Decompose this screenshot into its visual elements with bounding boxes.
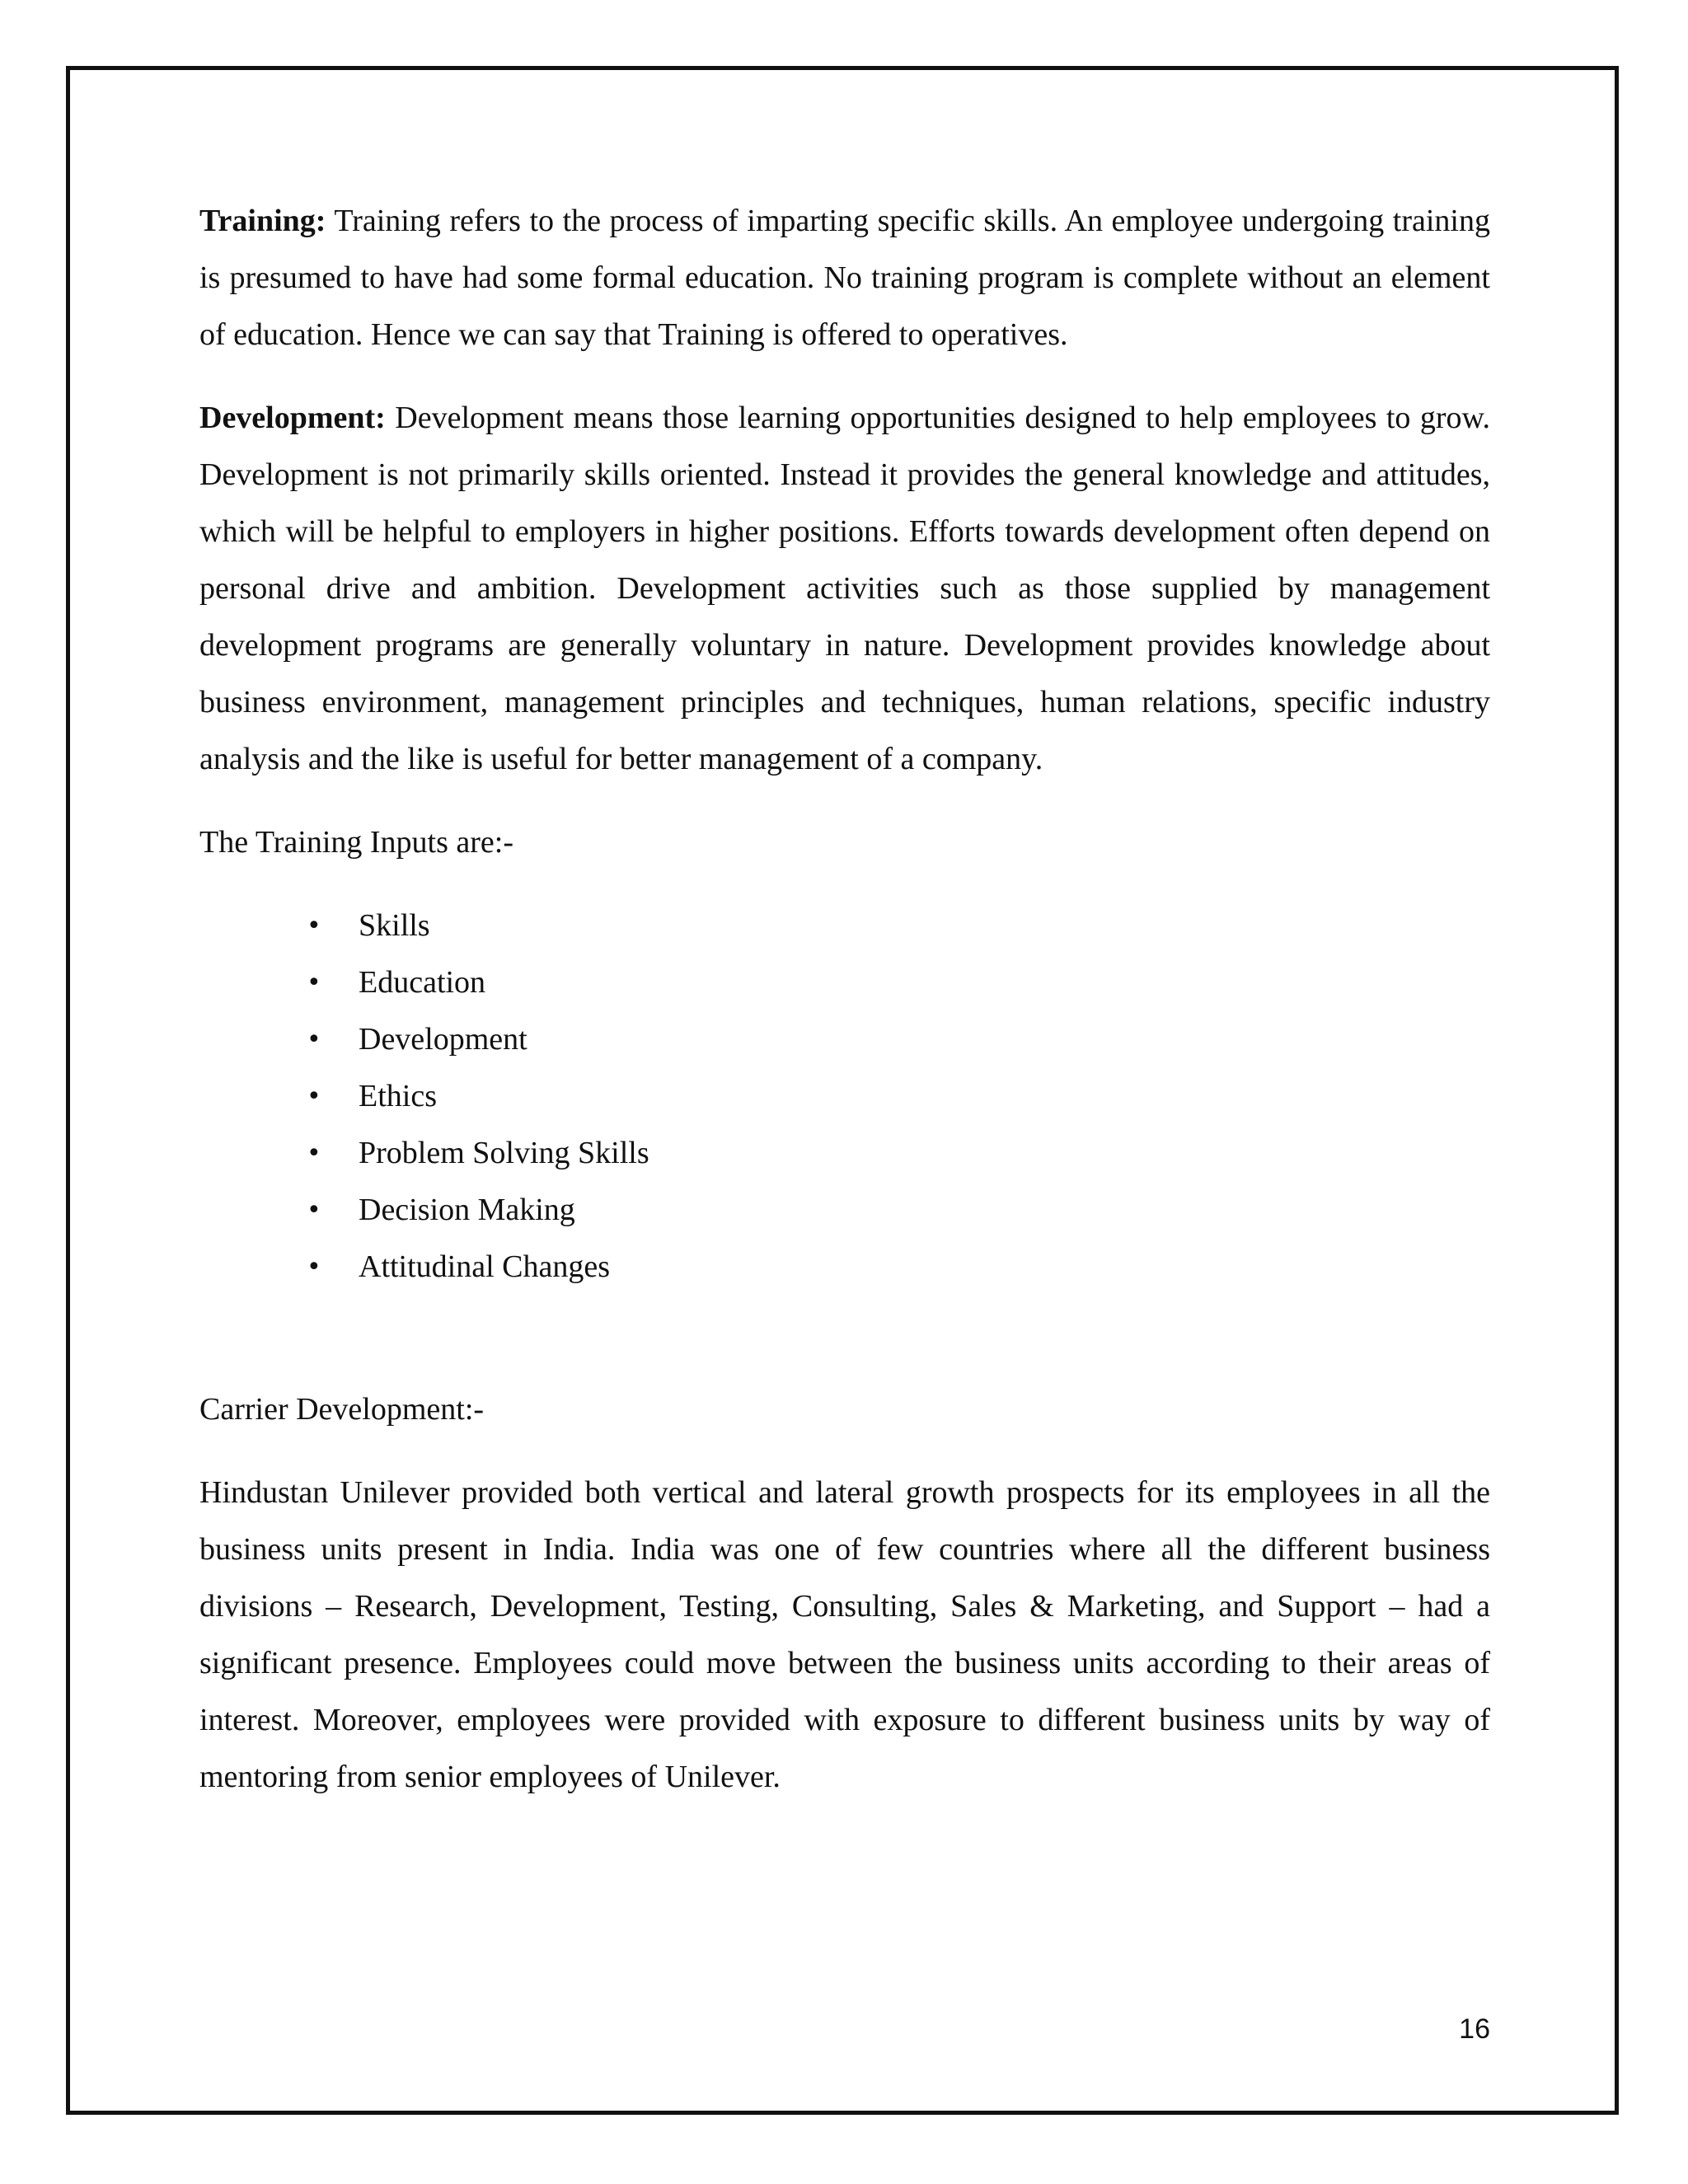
bullet-icon: • [307, 1139, 321, 1168]
list-item [199, 1068, 1490, 1125]
bullet-icon: • [307, 968, 321, 997]
list-item [199, 954, 1490, 1011]
bullet-icon: • [307, 1082, 321, 1111]
carrier-development-paragraph: Hindustan Unilever provided both vertical and lateral growth prospects for its employees in all the business units present in India. India was one of few countries where all the different business divisions – Research, Development, Testing, Consulting, Sales & Marketing, and Support – had a significant presence. Employees could move between the business units according to their areas of interest. Moreover, employees were provided with exposure to different business units by way of mentoring from senior employees of Unilever. [199, 1475, 1490, 1794]
bullet-icon: • [307, 1253, 321, 1282]
list-item-label: Ethics [359, 1079, 437, 1113]
page-number: 16 [1459, 2013, 1490, 2045]
bullet-icon: • [307, 1025, 321, 1054]
list-item [199, 898, 1490, 954]
list-item-label: Development [359, 1022, 528, 1057]
development-paragraph [199, 390, 1490, 788]
document-body [199, 193, 1490, 1832]
section-spacer [199, 1296, 1490, 1381]
list-item-label: Decision Making [359, 1193, 575, 1227]
list-item [199, 1125, 1490, 1182]
list-item-label: Problem Solving Skills [359, 1136, 649, 1170]
list-item [199, 1182, 1490, 1239]
training-inputs-intro: The Training Inputs are:- [199, 825, 514, 860]
list-item [199, 1239, 1490, 1296]
training-paragraph [199, 193, 1490, 363]
carrier-development-heading: Carrier Development:- [199, 1392, 485, 1427]
list-item-label: Attitudinal Changes [359, 1249, 611, 1284]
training-inputs-list [199, 898, 1490, 1296]
list-item-label: Skills [359, 908, 430, 943]
bullet-icon: • [307, 1196, 321, 1225]
development-heading: Development: [199, 401, 386, 435]
training-text: Training refers to the process of imparting specific skills. An employee undergoing training is presumed to have had some formal education. No training program is complete without an element of education. Hence we can say that Training is offered to operatives. [199, 204, 1490, 352]
training-heading: Training: [199, 204, 326, 238]
list-item [199, 1011, 1490, 1068]
development-text: Development means those learning opportunities designed to help employees to grow. Development is not primarily skills oriented. Instead it provides the general knowledge and attitudes, which will be helpful to employers in higher positions. Efforts towards development often depend on personal drive and ambition. Development activities such as those supplied by management development programs are generally voluntary in nature. Development provides knowledge about business environment, management principles and techniques, human relations, specific industry analysis and the like is useful for better management of a company. [199, 401, 1490, 776]
bullet-icon: • [307, 912, 321, 940]
list-item-label: Education [359, 965, 486, 1000]
